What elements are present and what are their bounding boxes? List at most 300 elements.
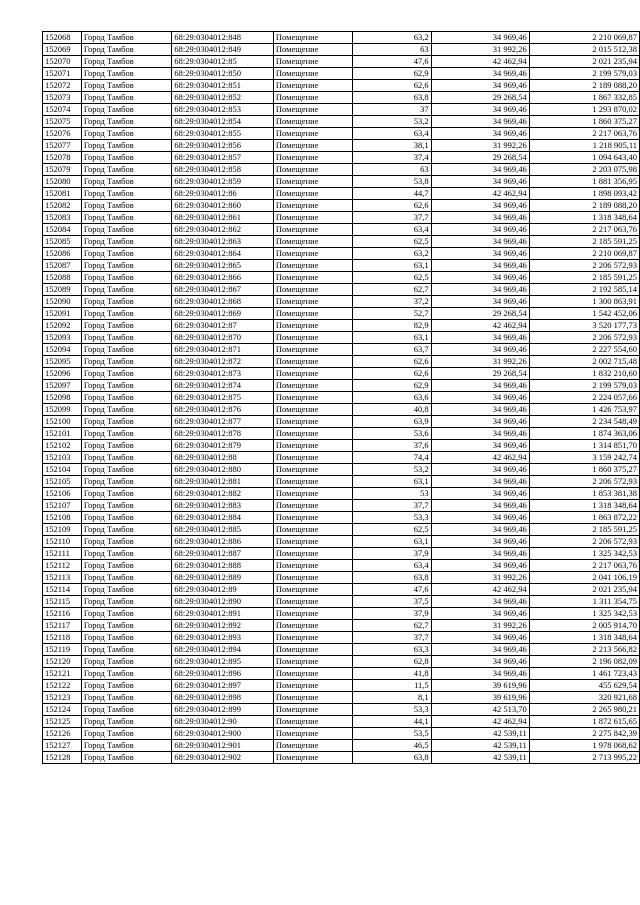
- object-type-cell: Помещение: [273, 296, 353, 308]
- object-type-cell: Помещение: [273, 260, 353, 272]
- city-cell: Город Тамбов: [81, 512, 171, 524]
- area-cell: 37,9: [353, 608, 431, 620]
- table-row: [43, 260, 640, 272]
- city-cell: Город Тамбов: [81, 488, 171, 500]
- object-type-cell: Помещение: [273, 308, 353, 320]
- area-cell: 62,5: [353, 236, 431, 248]
- table-row: [43, 236, 640, 248]
- cadastral-value-cell: 1 325 342,53: [529, 608, 639, 620]
- row-number-cell: 152097: [43, 380, 82, 392]
- cadastral-number-cell: 68:29:0304012:888: [172, 560, 274, 572]
- row-number-cell: 152107: [43, 500, 82, 512]
- row-number-cell: 152077: [43, 140, 82, 152]
- area-cell: 37,6: [353, 440, 431, 452]
- area-cell: 37,5: [353, 596, 431, 608]
- city-cell: Город Тамбов: [81, 380, 171, 392]
- object-type-cell: Помещение: [273, 152, 353, 164]
- area-cell: 37,7: [353, 632, 431, 644]
- object-type-cell: Помещение: [273, 44, 353, 56]
- unit-value-cell: 31 992,26: [431, 356, 529, 368]
- unit-value-cell: 34 969,46: [431, 164, 529, 176]
- city-cell: Город Тамбов: [81, 260, 171, 272]
- unit-value-cell: 34 969,46: [431, 32, 529, 44]
- cadastral-number-cell: 68:29:0304012:900: [172, 728, 274, 740]
- table-row: [43, 356, 640, 368]
- object-type-cell: Помещение: [273, 368, 353, 380]
- city-cell: Город Тамбов: [81, 716, 171, 728]
- cadastral-value-cell: 2 199 579,03: [529, 380, 639, 392]
- object-type-cell: Помещение: [273, 56, 353, 68]
- area-cell: 62,7: [353, 284, 431, 296]
- row-number-cell: 152073: [43, 92, 82, 104]
- cadastral-value-cell: 2 021 235,94: [529, 56, 639, 68]
- object-type-cell: Помещение: [273, 380, 353, 392]
- unit-value-cell: 34 969,46: [431, 200, 529, 212]
- unit-value-cell: 42 462,94: [431, 584, 529, 596]
- object-type-cell: Помещение: [273, 656, 353, 668]
- cadastral-number-cell: 68:29:0304012:860: [172, 200, 274, 212]
- area-cell: 62,5: [353, 524, 431, 536]
- unit-value-cell: 34 969,46: [431, 512, 529, 524]
- cadastral-number-cell: 68:29:0304012:853: [172, 104, 274, 116]
- row-number-cell: 152079: [43, 164, 82, 176]
- unit-value-cell: 34 969,46: [431, 260, 529, 272]
- cadastral-value-cell: 2 206 572,93: [529, 476, 639, 488]
- object-type-cell: Помещение: [273, 224, 353, 236]
- object-type-cell: Помещение: [273, 752, 353, 764]
- table-row: [43, 80, 640, 92]
- cadastral-value-cell: 1 218 905,11: [529, 140, 639, 152]
- table-row: [43, 404, 640, 416]
- row-number-cell: 152115: [43, 596, 82, 608]
- cadastral-number-cell: 68:29:0304012:867: [172, 284, 274, 296]
- area-cell: 63,1: [353, 536, 431, 548]
- cadastral-value-cell: 2 041 106,19: [529, 572, 639, 584]
- unit-value-cell: 42 462,94: [431, 188, 529, 200]
- object-type-cell: Помещение: [273, 392, 353, 404]
- city-cell: Город Тамбов: [81, 500, 171, 512]
- unit-value-cell: 42 539,11: [431, 740, 529, 752]
- cadastral-number-cell: 68:29:0304012:868: [172, 296, 274, 308]
- object-type-cell: Помещение: [273, 248, 353, 260]
- cadastral-value-cell: 1 860 375,27: [529, 116, 639, 128]
- area-cell: 63,2: [353, 32, 431, 44]
- object-type-cell: Помещение: [273, 680, 353, 692]
- city-cell: Город Тамбов: [81, 620, 171, 632]
- city-cell: Город Тамбов: [81, 200, 171, 212]
- area-cell: 52,7: [353, 308, 431, 320]
- area-cell: 63: [353, 44, 431, 56]
- city-cell: Город Тамбов: [81, 656, 171, 668]
- cadastral-value-cell: 2 185 591,25: [529, 524, 639, 536]
- row-number-cell: 152071: [43, 68, 82, 80]
- row-number-cell: 152128: [43, 752, 82, 764]
- area-cell: 62,7: [353, 620, 431, 632]
- cadastral-value-cell: 2 224 057,66: [529, 392, 639, 404]
- table-row: [43, 224, 640, 236]
- cadastral-value-cell: 1 853 381,38: [529, 488, 639, 500]
- cadastral-number-cell: 68:29:0304012:884: [172, 512, 274, 524]
- cadastral-value-cell: 455 629,54: [529, 680, 639, 692]
- area-cell: 63: [353, 164, 431, 176]
- cadastral-number-cell: 68:29:0304012:874: [172, 380, 274, 392]
- area-cell: 38,1: [353, 140, 431, 152]
- row-number-cell: 152119: [43, 644, 82, 656]
- object-type-cell: Помещение: [273, 560, 353, 572]
- cadastral-number-cell: 68:29:0304012:90: [172, 716, 274, 728]
- row-number-cell: 152068: [43, 32, 82, 44]
- area-cell: 82,9: [353, 320, 431, 332]
- cadastral-number-cell: 68:29:0304012:894: [172, 644, 274, 656]
- area-cell: 63,4: [353, 128, 431, 140]
- row-number-cell: 152094: [43, 344, 82, 356]
- table-row: [43, 44, 640, 56]
- unit-value-cell: 34 969,46: [431, 380, 529, 392]
- cadastral-value-cell: 2 210 069,87: [529, 32, 639, 44]
- city-cell: Город Тамбов: [81, 116, 171, 128]
- cadastral-value-cell: 2 021 235,94: [529, 584, 639, 596]
- area-cell: 37,4: [353, 152, 431, 164]
- unit-value-cell: 34 969,46: [431, 608, 529, 620]
- cadastral-number-cell: 68:29:0304012:85: [172, 56, 274, 68]
- table-row: [43, 572, 640, 584]
- row-number-cell: 152078: [43, 152, 82, 164]
- unit-value-cell: 34 969,46: [431, 212, 529, 224]
- cadastral-number-cell: 68:29:0304012:895: [172, 656, 274, 668]
- unit-value-cell: 34 969,46: [431, 428, 529, 440]
- unit-value-cell: 34 969,46: [431, 596, 529, 608]
- unit-value-cell: 42 462,94: [431, 56, 529, 68]
- object-type-cell: Помещение: [273, 440, 353, 452]
- unit-value-cell: 34 969,46: [431, 296, 529, 308]
- cadastral-value-cell: 1 978 068,62: [529, 740, 639, 752]
- table-row: [43, 248, 640, 260]
- unit-value-cell: 34 969,46: [431, 416, 529, 428]
- row-number-cell: 152092: [43, 320, 82, 332]
- cadastral-number-cell: 68:29:0304012:856: [172, 140, 274, 152]
- city-cell: Город Тамбов: [81, 692, 171, 704]
- cadastral-number-cell: 68:29:0304012:866: [172, 272, 274, 284]
- row-number-cell: 152125: [43, 716, 82, 728]
- area-cell: 53,6: [353, 428, 431, 440]
- cadastral-value-cell: 2 005 914,70: [529, 620, 639, 632]
- object-type-cell: Помещение: [273, 548, 353, 560]
- table-row: [43, 524, 640, 536]
- unit-value-cell: 34 969,46: [431, 404, 529, 416]
- unit-value-cell: 34 969,46: [431, 536, 529, 548]
- object-type-cell: Помещение: [273, 620, 353, 632]
- area-cell: 63,3: [353, 644, 431, 656]
- unit-value-cell: 31 992,26: [431, 572, 529, 584]
- area-cell: 53,2: [353, 464, 431, 476]
- area-cell: 62,5: [353, 272, 431, 284]
- object-type-cell: Помещение: [273, 668, 353, 680]
- cadastral-value-cell: 3 159 242,74: [529, 452, 639, 464]
- row-number-cell: 152084: [43, 224, 82, 236]
- row-number-cell: 152118: [43, 632, 82, 644]
- city-cell: Город Тамбов: [81, 728, 171, 740]
- unit-value-cell: 34 969,46: [431, 224, 529, 236]
- cadastral-number-cell: 68:29:0304012:859: [172, 176, 274, 188]
- object-type-cell: Помещение: [273, 188, 353, 200]
- area-cell: 63,8: [353, 752, 431, 764]
- object-type-cell: Помещение: [273, 644, 353, 656]
- object-type-cell: Помещение: [273, 716, 353, 728]
- area-cell: 74,4: [353, 452, 431, 464]
- unit-value-cell: 34 969,46: [431, 344, 529, 356]
- unit-value-cell: 34 969,46: [431, 128, 529, 140]
- table-row: [43, 32, 640, 44]
- table-row: [43, 116, 640, 128]
- area-cell: 63,1: [353, 260, 431, 272]
- table-row: [43, 428, 640, 440]
- object-type-cell: Помещение: [273, 32, 353, 44]
- cadastral-value-cell: 1 325 342,53: [529, 548, 639, 560]
- table-row: [43, 452, 640, 464]
- table-row: [43, 620, 640, 632]
- object-type-cell: Помещение: [273, 584, 353, 596]
- object-type-cell: Помещение: [273, 176, 353, 188]
- table-row: [43, 68, 640, 80]
- table-row: [43, 500, 640, 512]
- table-row: [43, 464, 640, 476]
- table-row: [43, 308, 640, 320]
- area-cell: 46,5: [353, 740, 431, 752]
- cadastral-number-cell: 68:29:0304012:887: [172, 548, 274, 560]
- object-type-cell: Помещение: [273, 272, 353, 284]
- city-cell: Город Тамбов: [81, 752, 171, 764]
- area-cell: 37,7: [353, 212, 431, 224]
- row-number-cell: 152101: [43, 428, 82, 440]
- table-row: [43, 380, 640, 392]
- area-cell: 62,6: [353, 356, 431, 368]
- area-cell: 44,7: [353, 188, 431, 200]
- area-cell: 53: [353, 488, 431, 500]
- row-number-cell: 152102: [43, 440, 82, 452]
- table-row: [43, 752, 640, 764]
- city-cell: Город Тамбов: [81, 272, 171, 284]
- table-row: [43, 536, 640, 548]
- cadastral-value-cell: 1 311 354,75: [529, 596, 639, 608]
- object-type-cell: Помещение: [273, 596, 353, 608]
- table-row: [43, 128, 640, 140]
- cadastral-value-cell: 1 832 210,60: [529, 368, 639, 380]
- table-row: [43, 152, 640, 164]
- city-cell: Город Тамбов: [81, 596, 171, 608]
- row-number-cell: 152108: [43, 512, 82, 524]
- city-cell: Город Тамбов: [81, 236, 171, 248]
- area-cell: 63,7: [353, 344, 431, 356]
- row-number-cell: 152070: [43, 56, 82, 68]
- city-cell: Город Тамбов: [81, 248, 171, 260]
- cadastral-number-cell: 68:29:0304012:880: [172, 464, 274, 476]
- row-number-cell: 152109: [43, 524, 82, 536]
- area-cell: 53,8: [353, 176, 431, 188]
- cadastral-number-cell: 68:29:0304012:850: [172, 68, 274, 80]
- cadastral-value-cell: 2 210 069,87: [529, 248, 639, 260]
- object-type-cell: Помещение: [273, 104, 353, 116]
- city-cell: Город Тамбов: [81, 332, 171, 344]
- unit-value-cell: 34 969,46: [431, 668, 529, 680]
- row-number-cell: 152110: [43, 536, 82, 548]
- table-row: [43, 668, 640, 680]
- row-number-cell: 152083: [43, 212, 82, 224]
- object-type-cell: Помещение: [273, 452, 353, 464]
- city-cell: Город Тамбов: [81, 524, 171, 536]
- unit-value-cell: 42 539,11: [431, 728, 529, 740]
- unit-value-cell: 29 268,54: [431, 308, 529, 320]
- cadastral-number-cell: 68:29:0304012:892: [172, 620, 274, 632]
- object-type-cell: Помещение: [273, 80, 353, 92]
- cadastral-number-cell: 68:29:0304012:869: [172, 308, 274, 320]
- city-cell: Город Тамбов: [81, 740, 171, 752]
- cadastral-value-cell: 1 318 348,64: [529, 500, 639, 512]
- row-number-cell: 152121: [43, 668, 82, 680]
- row-number-cell: 152100: [43, 416, 82, 428]
- area-cell: 62,8: [353, 656, 431, 668]
- document-page: [42, 31, 640, 764]
- object-type-cell: Помещение: [273, 524, 353, 536]
- row-number-cell: 152098: [43, 392, 82, 404]
- row-number-cell: 152081: [43, 188, 82, 200]
- cadastral-number-cell: 68:29:0304012:881: [172, 476, 274, 488]
- city-cell: Город Тамбов: [81, 392, 171, 404]
- row-number-cell: 152086: [43, 248, 82, 260]
- unit-value-cell: 34 969,46: [431, 248, 529, 260]
- row-number-cell: 152093: [43, 332, 82, 344]
- cadastral-value-cell: 2 234 548,49: [529, 416, 639, 428]
- table-row: [43, 596, 640, 608]
- unit-value-cell: 42 462,94: [431, 716, 529, 728]
- row-number-cell: 152087: [43, 260, 82, 272]
- city-cell: Город Тамбов: [81, 452, 171, 464]
- city-cell: Город Тамбов: [81, 368, 171, 380]
- unit-value-cell: 29 268,54: [431, 152, 529, 164]
- row-number-cell: 152075: [43, 116, 82, 128]
- row-number-cell: 152085: [43, 236, 82, 248]
- city-cell: Город Тамбов: [81, 572, 171, 584]
- area-cell: 63,6: [353, 392, 431, 404]
- unit-value-cell: 29 268,54: [431, 368, 529, 380]
- cadastral-value-cell: 2 206 572,93: [529, 536, 639, 548]
- object-type-cell: Помещение: [273, 68, 353, 80]
- area-cell: 62,6: [353, 200, 431, 212]
- row-number-cell: 152127: [43, 740, 82, 752]
- unit-value-cell: 34 969,46: [431, 176, 529, 188]
- cadastral-number-cell: 68:29:0304012:87: [172, 320, 274, 332]
- city-cell: Город Тамбов: [81, 92, 171, 104]
- row-number-cell: 152099: [43, 404, 82, 416]
- cadastral-value-cell: 2 192 585,14: [529, 284, 639, 296]
- unit-value-cell: 34 969,46: [431, 464, 529, 476]
- table-row: [43, 56, 640, 68]
- row-number-cell: 152103: [43, 452, 82, 464]
- cadastral-value-cell: 2 196 082,09: [529, 656, 639, 668]
- cadastral-number-cell: 68:29:0304012:901: [172, 740, 274, 752]
- cadastral-number-cell: 68:29:0304012:88: [172, 452, 274, 464]
- cadastral-value-cell: 1 318 348,64: [529, 212, 639, 224]
- unit-value-cell: 31 992,26: [431, 140, 529, 152]
- cadastral-number-cell: 68:29:0304012:875: [172, 392, 274, 404]
- area-cell: 63,4: [353, 560, 431, 572]
- table-row: [43, 584, 640, 596]
- object-type-cell: Помещение: [273, 332, 353, 344]
- cadastral-value-cell: 2 217 063,76: [529, 128, 639, 140]
- cadastral-number-cell: 68:29:0304012:86: [172, 188, 274, 200]
- area-cell: 62,9: [353, 68, 431, 80]
- area-cell: 37: [353, 104, 431, 116]
- table-row: [43, 716, 640, 728]
- area-cell: 37,7: [353, 500, 431, 512]
- area-cell: 62,6: [353, 80, 431, 92]
- cadastral-number-cell: 68:29:0304012:902: [172, 752, 274, 764]
- unit-value-cell: 31 992,26: [431, 620, 529, 632]
- table-row: [43, 272, 640, 284]
- cadastral-value-cell: 2 189 088,20: [529, 200, 639, 212]
- cadastral-value-cell: 2 275 842,39: [529, 728, 639, 740]
- cadastral-number-cell: 68:29:0304012:896: [172, 668, 274, 680]
- area-cell: 53,2: [353, 116, 431, 128]
- city-cell: Город Тамбов: [81, 704, 171, 716]
- city-cell: Город Тамбов: [81, 680, 171, 692]
- area-cell: 44,1: [353, 716, 431, 728]
- table-row: [43, 560, 640, 572]
- cadastral-value-cell: 2 217 063,76: [529, 560, 639, 572]
- object-type-cell: Помещение: [273, 500, 353, 512]
- cadastral-value-cell: 2 185 591,25: [529, 272, 639, 284]
- table-row: [43, 164, 640, 176]
- table-row: [43, 728, 640, 740]
- object-type-cell: Помещение: [273, 128, 353, 140]
- table-row: [43, 188, 640, 200]
- object-type-cell: Помещение: [273, 416, 353, 428]
- unit-value-cell: 42 539,11: [431, 752, 529, 764]
- table-row: [43, 740, 640, 752]
- object-type-cell: Помещение: [273, 572, 353, 584]
- cadastral-number-cell: 68:29:0304012:873: [172, 368, 274, 380]
- cadastral-value-cell: 1 300 863,91: [529, 296, 639, 308]
- city-cell: Город Тамбов: [81, 164, 171, 176]
- cadastral-number-cell: 68:29:0304012:89: [172, 584, 274, 596]
- row-number-cell: 152124: [43, 704, 82, 716]
- object-type-cell: Помещение: [273, 608, 353, 620]
- table-row: [43, 548, 640, 560]
- cadastral-value-cell: 2 206 572,93: [529, 332, 639, 344]
- unit-value-cell: 34 969,46: [431, 80, 529, 92]
- city-cell: Город Тамбов: [81, 428, 171, 440]
- cadastral-number-cell: 68:29:0304012:851: [172, 80, 274, 92]
- row-number-cell: 152106: [43, 488, 82, 500]
- area-cell: 62,6: [353, 368, 431, 380]
- row-number-cell: 152080: [43, 176, 82, 188]
- area-cell: 62,9: [353, 380, 431, 392]
- cadastral-value-cell: 2 203 075,98: [529, 164, 639, 176]
- cadastral-value-cell: 1 542 452,06: [529, 308, 639, 320]
- area-cell: 11,5: [353, 680, 431, 692]
- unit-value-cell: 39 619,96: [431, 680, 529, 692]
- cadastral-number-cell: 68:29:0304012:863: [172, 236, 274, 248]
- object-type-cell: Помещение: [273, 404, 353, 416]
- object-type-cell: Помещение: [273, 692, 353, 704]
- cadastral-value-cell: 2 713 995,22: [529, 752, 639, 764]
- unit-value-cell: 34 969,46: [431, 284, 529, 296]
- cadastral-value-cell: 2 015 512,38: [529, 44, 639, 56]
- unit-value-cell: 42 462,94: [431, 320, 529, 332]
- unit-value-cell: 34 969,46: [431, 548, 529, 560]
- unit-value-cell: 34 969,46: [431, 632, 529, 644]
- cadastral-number-cell: 68:29:0304012:854: [172, 116, 274, 128]
- city-cell: Город Тамбов: [81, 296, 171, 308]
